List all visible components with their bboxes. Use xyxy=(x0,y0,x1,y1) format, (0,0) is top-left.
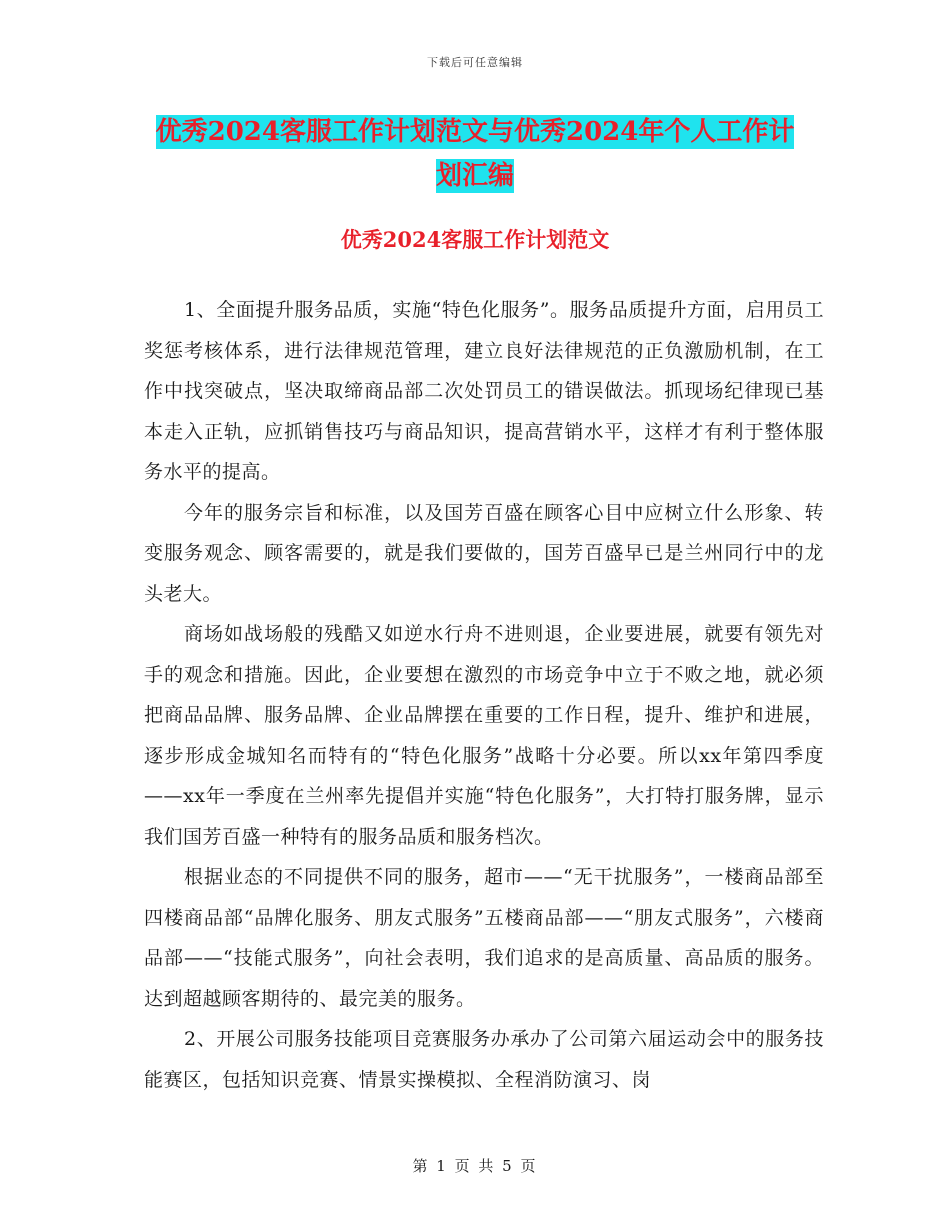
paragraph: 今年的服务宗旨和标准，以及国芳百盛在顾客心目中应树立什么形象、转变服务观念、顾客需要的，就是我们要做的，国芳百盛早已是兰州同行中的龙头老大。 xyxy=(144,501,824,605)
header-note: 下载后可任意编辑 xyxy=(427,56,523,69)
paragraph: 2、开展公司服务技能项目竞赛服务办承办了公司第六届运动会中的服务技能赛区，包括知识竞赛、情景实操模拟、全程消防演习、岗 xyxy=(144,1028,824,1091)
paragraph: 商场如战场般的残酷又如逆水行舟不进则退，企业要进展，就要有领先对手的观念和措施。因此，企业要想在激烈的市场竞争中立于不败之地，就必须把商品品牌、服务品牌、企业品牌摆在重要的工作日程，提升、维护和进展，逐步形成金城知名而特有的“特色化服务”战略十分必要。所以xx年第四季度——xx年一季度在兰州率先提倡并实施“特色化服务”，大打特打服务牌，显示我们国芳百盛一种特有的服务品质和服务档次。 xyxy=(144,623,824,848)
document-body xyxy=(144,290,824,1100)
paragraph: 根据业态的不同提供不同的服务，超市——“无干扰服务”，一楼商品部至四楼商品部“品牌化服务、朋友式服务”五楼商品部——“朋友式服务”，六楼商品部——“技能式服务”，向社会表明，我们追求的是高质量、高品质的服务。达到超越顾客期待的、最完美的服务。 xyxy=(144,866,824,1010)
document-title-text: 优秀2024客服工作计划范文与优秀2024年个人工作计划汇编 xyxy=(155,117,795,191)
page-number-footer: 第 1 页 共 5 页 xyxy=(412,1157,538,1175)
document-title xyxy=(150,110,800,198)
section-title: 优秀2024客服工作计划范文 xyxy=(340,227,610,252)
paragraph: 1、全面提升服务品质，实施“特色化服务”。服务品质提升方面，启用员工奖惩考核体系，进行法律规范管理，建立良好法律规范的正负激励机制，在工作中找突破点，坚决取缔商品部二次处罚员工的错误做法。抓现场纪律现已基本走入正轨，应抓销售技巧与商品知识，提高营销水平，这样才有利于整体服务水平的提高。 xyxy=(144,299,824,483)
